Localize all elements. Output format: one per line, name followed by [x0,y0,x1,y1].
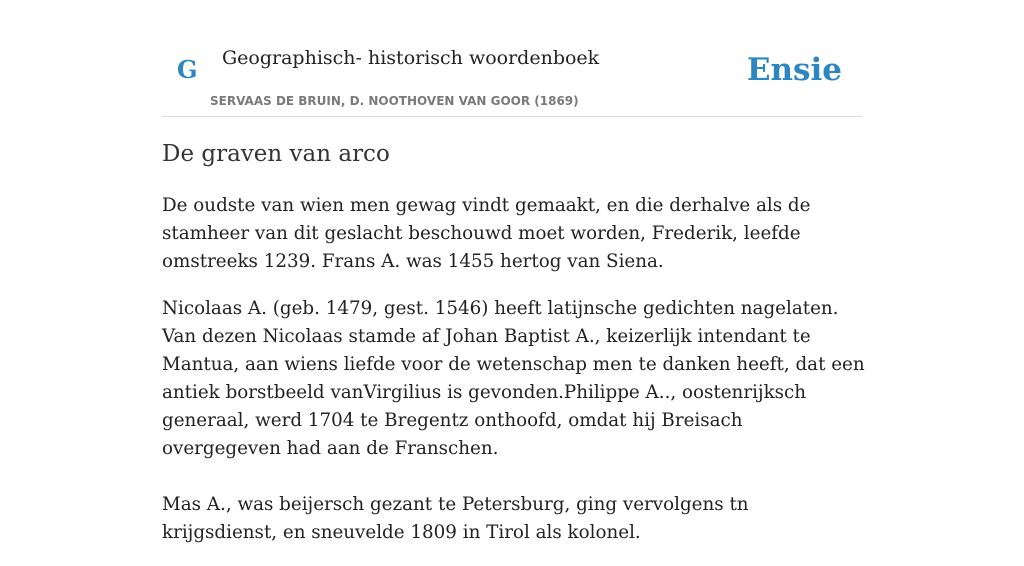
article-body [162,192,867,566]
book-authors: SERVAAS DE BRUIN, D. NOOTHOVEN VAN GOOR (1869) [210,94,579,108]
article-title: De graven van arco [162,141,390,167]
article-paragraph: Nicolaas A. (geb. 1479, gest. 1546) heeft latijnsche gedichten nagelaten. Van dezen Nicolaas stamde af Johan Baptist A., keizerlijk intendant te Mantua, aan wiens liefde voor de wetenschap men te danken heeft, dat een antiek borstbeeld vanVirgilius is gevonden.Philippe A.., oostenrijksch generaal, werd 1704 te Bregentz onthoofd, omdat hij Breisach overgegeven had aan de Franschen. Mas A., was beijersch gezant te Petersburg, ging vervolgens tn krijgsdienst, en sneuvelde 1809 in Tirol als kolonel. [162,298,865,543]
book-title[interactable]: Geographisch- historisch woordenboek [222,47,600,69]
book-letter-logo[interactable]: G [177,55,198,84]
ensie-logo[interactable]: Ensie [746,52,842,88]
header [162,0,862,117]
article-paragraph: De oudste van wien men gewag vindt gemaakt, en die derhalve als de stamheer van dit geslacht beschouwd moet worden, Frederik, leefde omstreeks 1239. Frans A. was 1455 hertog van Siena. [162,195,811,272]
